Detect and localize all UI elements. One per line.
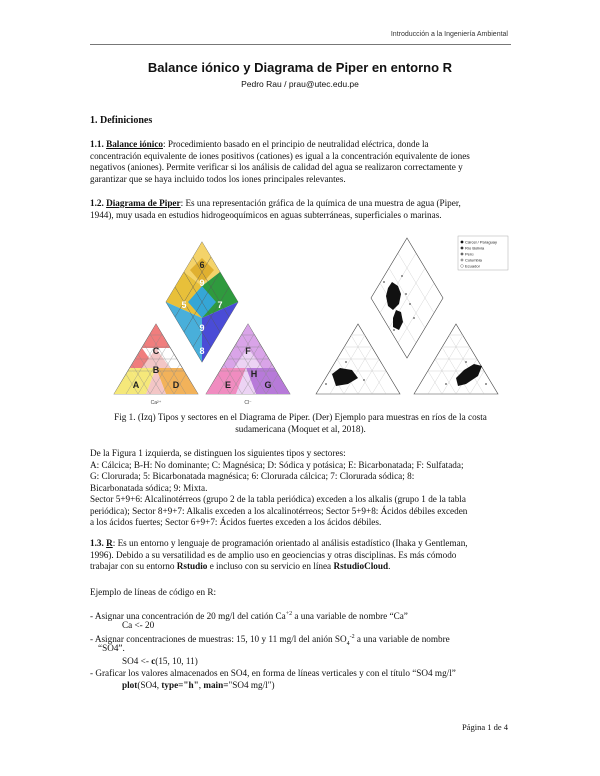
sample-cluster-anion — [456, 364, 482, 386]
code-text: , — [198, 680, 204, 690]
author-line: Pedro Rau / prau@utec.edu.pe — [241, 79, 359, 89]
caption-line: Fig 1. (Izq) Tipos y sectores en el Diagrama de Piper. (Der) Ejemplo para muestras en ríos de la costa — [114, 412, 487, 422]
paragraph-balance-ionico — [90, 139, 511, 185]
label-d: D — [172, 380, 180, 390]
text-line: G: Clorurada; 5: Bicarbonatada magnésica; 6: Clorurada cálcica; 7: Clorurada sódica; 8: — [90, 471, 415, 481]
code-function: c — [151, 656, 156, 666]
text-line: 1944), muy usada en estudios hidrogeoquímicos en aguas subterráneas, superficiales o marinas. — [90, 209, 442, 220]
piper-samples-figure — [306, 234, 512, 406]
label-9a: 9 — [199, 278, 205, 288]
text-line: A: Cálcica; B-H: No dominante; C: Magnésica; D: Sódica y potásica; E: Bicarbonatada; F: Sulfatada; — [90, 459, 464, 470]
code-line-1: Ca <- 20 — [122, 620, 155, 630]
text-line: - Asignar concentraciones de muestras: 15, 10 y 11 mg/l del anión SO — [90, 634, 347, 645]
text-line: : Es un entorno y lenguaje de programación orientado al análisis estadístico (Ihaka y Gentleman, — [112, 538, 468, 548]
text-line: 1996). Debido a su versatilidad es de amplio uso en geociencias y otras disciplinas. Es más cómodo — [90, 549, 457, 560]
label-b: B — [152, 365, 160, 375]
label-g: G — [264, 380, 272, 390]
legend-item: Río Bolivia — [465, 245, 485, 251]
term-balance-ionico: Balance iónico — [106, 139, 163, 149]
label-9b: 9 — [199, 323, 205, 333]
axis-label-ca: Ca²⁺ — [150, 400, 162, 406]
text-line: trabajar con su entorno — [90, 561, 177, 571]
code-text: SO4 <- — [122, 656, 152, 666]
samples-legend — [458, 236, 508, 270]
term-rstudiocloud: RstudioCloud — [333, 561, 389, 571]
subsection-number: 1.2. — [90, 198, 104, 208]
text-line: : Procedimiento basado en el principio de neutralidad eléctrica, donde la — [163, 139, 429, 149]
term-r: R — [106, 538, 113, 548]
code-arg: type="h" — [161, 680, 199, 690]
sector-f — [234, 324, 262, 348]
section-heading-definitions: 1. Definiciones — [90, 115, 153, 126]
label-h: H — [250, 369, 258, 379]
term-rstudio: Rstudio — [176, 561, 208, 571]
text-line: periódica); Sector 8+9+7: Alkalis exceden a los alcalinotérreos; Sector 5+9+8: Ácidos débiles exceden — [90, 505, 468, 516]
code-intro: Ejemplo de líneas de código en R: — [90, 587, 217, 597]
sample-cluster-cation — [332, 368, 358, 386]
code-line-3 — [122, 680, 552, 692]
label-6: 6 — [199, 260, 205, 270]
legend-item: Perú — [465, 251, 474, 257]
text-line: : Es una representación gráfica de la química de una muestra de agua (Piper, — [180, 198, 461, 208]
text-line: - Asignar una concentración de 20 mg/l del catión Ca — [90, 611, 286, 622]
piper-sectors-figure — [106, 236, 298, 406]
text-line: a una variable de nombre — [354, 634, 450, 645]
text-line: a los ácidos fuertes; Sector 6+9+7: Ácidos fuertes exceden a los ácidos débiles. — [90, 517, 382, 527]
subsection-number: 1.1. — [90, 139, 104, 149]
text-line: Sector 5+9+6: Alcalinotérreos (grupo 2 de la tabla periódica) exceden a los alkalis (grupo 1 de la tabla — [90, 494, 466, 504]
text-line: . — [388, 561, 391, 571]
code-item-3: - Graficar los valores almacenados en SO4, en forma de líneas verticales y con el título “SO4 mg/l” — [90, 668, 456, 678]
sample-cluster-diamond — [386, 282, 401, 310]
text-line: De la Figura 1 izquierda, se distinguen los siguientes tipos y sectores: — [90, 448, 346, 458]
text-line: e incluso con su servicio en línea — [207, 561, 334, 571]
sample-cluster-diamond-2 — [393, 310, 403, 330]
superscript: -2 — [349, 634, 355, 640]
legend-item: Cárcel / Paraguay — [465, 239, 498, 245]
running-header: Introducción a la Ingeniería Ambiental — [390, 31, 508, 38]
label-e: E — [224, 380, 232, 390]
document-title: Balance iónico y Diagrama de Piper en entorno R — [147, 60, 453, 75]
code-line-2 — [122, 656, 552, 668]
code-text: (SO4, — [137, 680, 162, 690]
sector-c-top — [142, 324, 170, 348]
label-7: 7 — [217, 300, 223, 310]
code-text: (15, 10, 11) — [155, 656, 198, 666]
page-number: Página 1 de 4 — [461, 722, 508, 732]
text-line: Bicarbonatada sódica; 9: Mixta. — [90, 482, 208, 493]
legend-item: Columbia — [465, 257, 482, 263]
subscript: 4 — [346, 640, 350, 647]
label-f: F — [245, 346, 251, 356]
label-c: C — [152, 346, 160, 356]
code-text: "SO4 mg/l") — [228, 680, 275, 690]
subsection-number: 1.3. — [90, 538, 104, 548]
term-diagrama-piper: Diagrama de Piper — [106, 198, 181, 208]
label-8: 8 — [199, 346, 205, 356]
figure-caption — [90, 412, 511, 435]
superscript: +2 — [285, 611, 293, 617]
code-item-2-cont: “SO4”. — [98, 643, 125, 653]
paragraph-diagrama-piper — [90, 198, 511, 221]
caption-line: sudamericana (Moquet et al, 2018). — [235, 423, 366, 434]
paragraph-r — [90, 538, 511, 573]
text-line: concentración equivalente de iones positivos (cationes) es igual a la concentración equivalente de iones — [90, 150, 470, 161]
legend-item: Ecuador — [465, 263, 480, 269]
label-a: A — [132, 380, 140, 390]
label-5: 5 — [181, 300, 187, 310]
text-line: a una variable de nombre “Ca” — [292, 611, 408, 622]
text-line: garantizar que se haya incluido todos los iones principales relevantes. — [90, 173, 346, 184]
text-line: negativos (aniones). Permite verificar si los análisis de calidad del agua se realizaron correctamente y — [90, 162, 463, 172]
header-rule — [90, 44, 511, 45]
code-arg: main= — [203, 680, 229, 690]
paragraph-types-sectors — [90, 448, 511, 529]
code-function: plot — [122, 680, 138, 690]
axis-label-cl: Cl⁻ — [244, 400, 252, 406]
